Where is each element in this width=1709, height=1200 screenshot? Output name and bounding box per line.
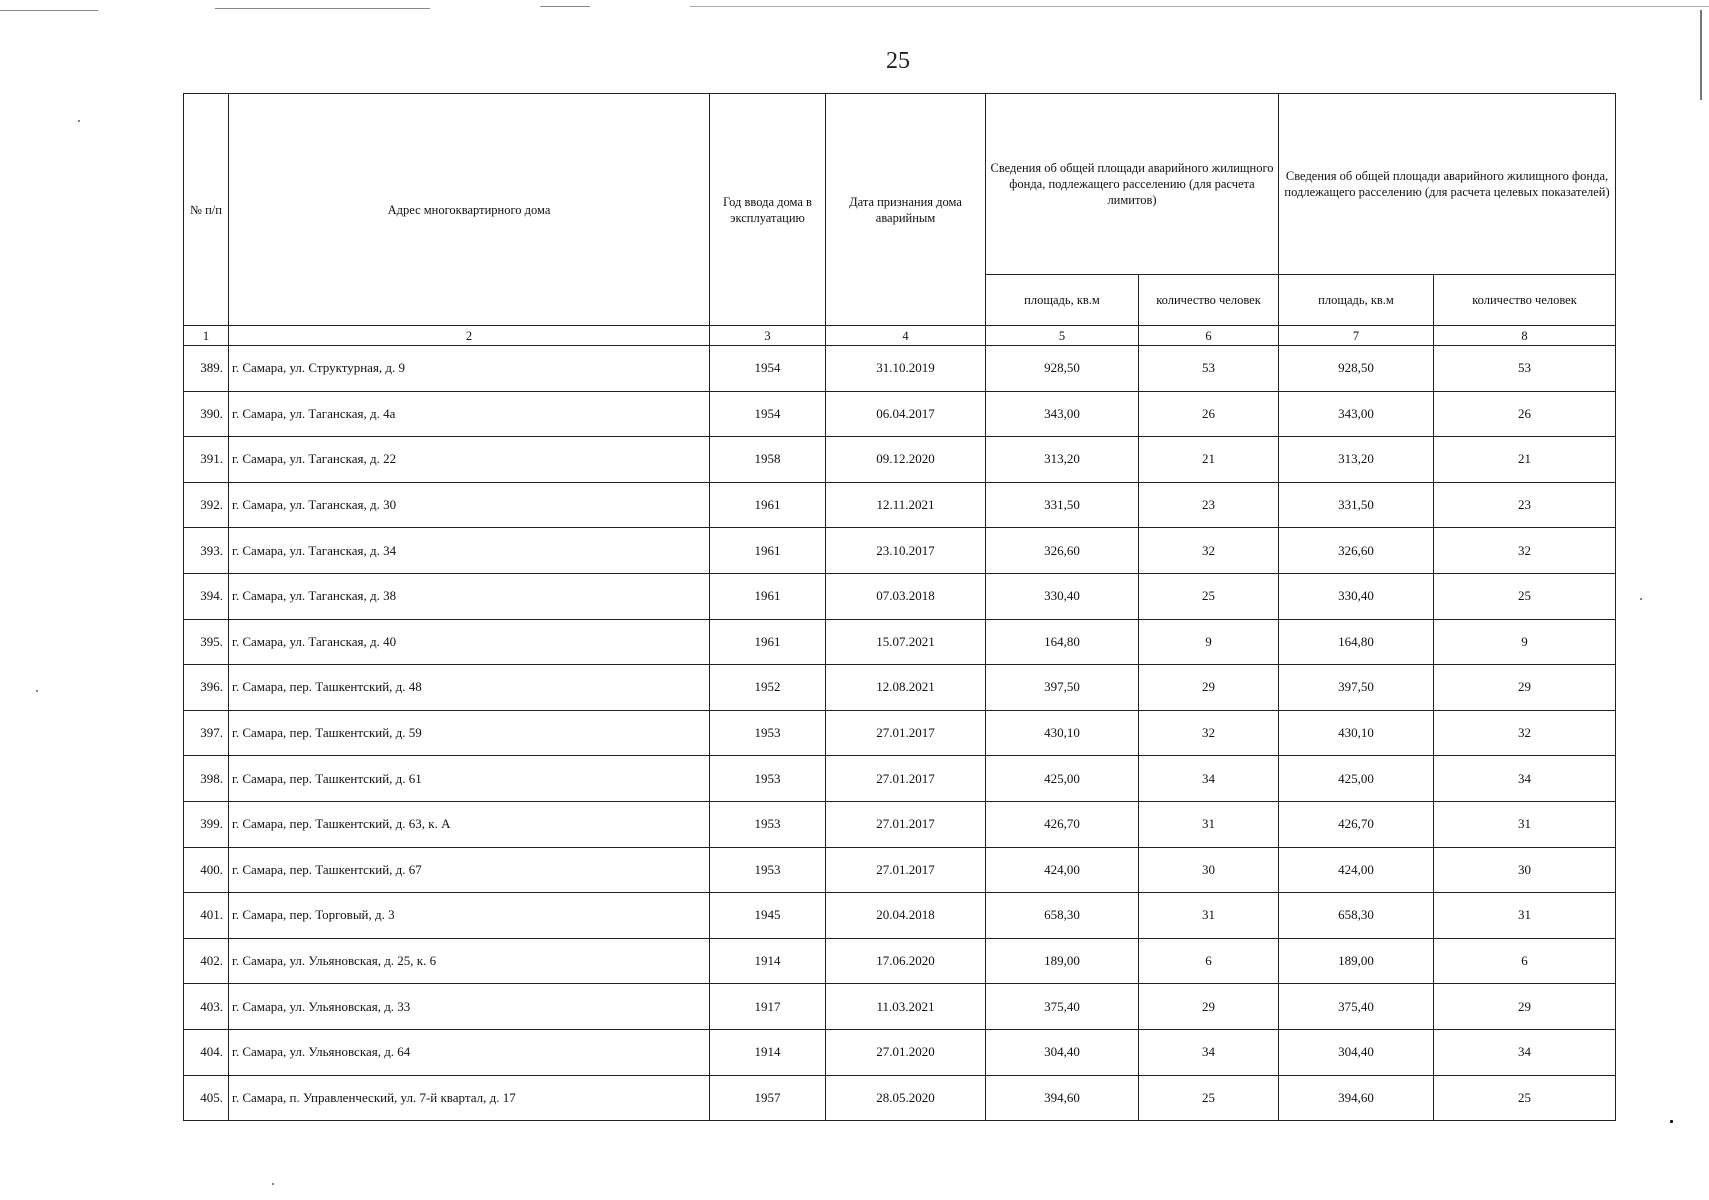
row-year: 1953 xyxy=(710,710,826,756)
row-area-targets: 326,60 xyxy=(1279,528,1434,574)
row-people-targets: 30 xyxy=(1434,847,1616,893)
row-people-limits: 34 xyxy=(1139,1029,1279,1075)
table-row xyxy=(184,1029,1616,1075)
row-people-targets: 31 xyxy=(1434,893,1616,939)
table-row xyxy=(184,1075,1616,1121)
row-date: 12.11.2021 xyxy=(826,482,986,528)
table-row xyxy=(184,619,1616,665)
row-date: 27.01.2017 xyxy=(826,756,986,802)
row-year: 1961 xyxy=(710,528,826,574)
header-date: Дата признания дома аварийным xyxy=(826,94,986,326)
row-year: 1958 xyxy=(710,437,826,483)
table-row xyxy=(184,482,1616,528)
row-index: 394. xyxy=(184,573,229,619)
table-row xyxy=(184,710,1616,756)
column-number: 5 xyxy=(986,326,1139,346)
row-people-targets: 29 xyxy=(1434,984,1616,1030)
row-area-limits: 928,50 xyxy=(986,346,1139,392)
row-people-limits: 26 xyxy=(1139,391,1279,437)
row-date: 07.03.2018 xyxy=(826,573,986,619)
row-area-limits: 430,10 xyxy=(986,710,1139,756)
row-area-targets: 425,00 xyxy=(1279,756,1434,802)
row-index: 391. xyxy=(184,437,229,483)
row-index: 397. xyxy=(184,710,229,756)
row-index: 396. xyxy=(184,665,229,711)
row-index: 393. xyxy=(184,528,229,574)
column-number: 2 xyxy=(229,326,710,346)
header-area-limits: площадь, кв.м xyxy=(986,275,1139,326)
row-area-limits: 394,60 xyxy=(986,1075,1139,1121)
row-people-targets: 9 xyxy=(1434,619,1616,665)
row-date: 27.01.2017 xyxy=(826,847,986,893)
row-people-targets: 23 xyxy=(1434,482,1616,528)
scan-speck xyxy=(36,690,38,692)
row-people-targets: 34 xyxy=(1434,756,1616,802)
row-people-limits: 32 xyxy=(1139,528,1279,574)
row-address: г. Самара, пер. Ташкентский, д. 48 xyxy=(229,665,710,711)
row-index: 404. xyxy=(184,1029,229,1075)
row-area-targets: 313,20 xyxy=(1279,437,1434,483)
row-people-targets: 32 xyxy=(1434,528,1616,574)
row-address: г. Самара, ул. Таганская, д. 30 xyxy=(229,482,710,528)
row-date: 09.12.2020 xyxy=(826,437,986,483)
scan-artifact-line xyxy=(0,10,98,11)
row-year: 1961 xyxy=(710,619,826,665)
row-address: г. Самара, ул. Таганская, д. 38 xyxy=(229,573,710,619)
scan-artifact-line xyxy=(690,6,1709,7)
row-area-limits: 313,20 xyxy=(986,437,1139,483)
row-area-targets: 375,40 xyxy=(1279,984,1434,1030)
row-area-limits: 331,50 xyxy=(986,482,1139,528)
table-row xyxy=(184,665,1616,711)
table-row xyxy=(184,938,1616,984)
table-row xyxy=(184,437,1616,483)
row-address: г. Самара, пер. Ташкентский, д. 63, к. А xyxy=(229,801,710,847)
table-row xyxy=(184,893,1616,939)
column-number: 7 xyxy=(1279,326,1434,346)
row-area-targets: 304,40 xyxy=(1279,1029,1434,1075)
column-number: 8 xyxy=(1434,326,1616,346)
scan-artifact-line xyxy=(215,8,430,9)
header-year: Год ввода дома в эксплуатацию xyxy=(710,94,826,326)
row-date: 15.07.2021 xyxy=(826,619,986,665)
table-body xyxy=(184,346,1616,1121)
row-area-limits: 189,00 xyxy=(986,938,1139,984)
row-area-limits: 425,00 xyxy=(986,756,1139,802)
row-index: 392. xyxy=(184,482,229,528)
row-address: г. Самара, пер. Торговый, д. 3 xyxy=(229,893,710,939)
row-year: 1952 xyxy=(710,665,826,711)
page-number: 25 xyxy=(886,48,910,74)
row-year: 1914 xyxy=(710,938,826,984)
header-number: № п/п xyxy=(184,94,229,326)
row-date: 17.06.2020 xyxy=(826,938,986,984)
row-area-targets: 330,40 xyxy=(1279,573,1434,619)
row-index: 390. xyxy=(184,391,229,437)
row-year: 1961 xyxy=(710,573,826,619)
row-date: 31.10.2019 xyxy=(826,346,986,392)
row-area-targets: 164,80 xyxy=(1279,619,1434,665)
row-people-targets: 26 xyxy=(1434,391,1616,437)
row-people-targets: 32 xyxy=(1434,710,1616,756)
table-row xyxy=(184,801,1616,847)
header-people-targets: количество человек xyxy=(1434,275,1616,326)
row-area-targets: 928,50 xyxy=(1279,346,1434,392)
row-people-limits: 25 xyxy=(1139,573,1279,619)
row-index: 402. xyxy=(184,938,229,984)
header-group-targets: Сведения об общей площади аварийного жилищного фонда, подлежащего расселению (для расчета целевых показателей) xyxy=(1279,94,1616,275)
row-year: 1954 xyxy=(710,346,826,392)
row-area-targets: 430,10 xyxy=(1279,710,1434,756)
row-date: 27.01.2017 xyxy=(826,710,986,756)
table-row xyxy=(184,847,1616,893)
row-date: 12.08.2021 xyxy=(826,665,986,711)
row-people-targets: 29 xyxy=(1434,665,1616,711)
row-address: г. Самара, ул. Ульяновская, д. 25, к. 6 xyxy=(229,938,710,984)
header-people-limits: количество человек xyxy=(1139,275,1279,326)
row-people-limits: 9 xyxy=(1139,619,1279,665)
row-address: г. Самара, ул. Ульяновская, д. 33 xyxy=(229,984,710,1030)
row-year: 1957 xyxy=(710,1075,826,1121)
column-number: 3 xyxy=(710,326,826,346)
row-people-limits: 23 xyxy=(1139,482,1279,528)
row-date: 27.01.2017 xyxy=(826,801,986,847)
row-date: 23.10.2017 xyxy=(826,528,986,574)
row-people-limits: 21 xyxy=(1139,437,1279,483)
column-number: 1 xyxy=(184,326,229,346)
row-area-targets: 394,60 xyxy=(1279,1075,1434,1121)
row-people-limits: 29 xyxy=(1139,984,1279,1030)
table-row xyxy=(184,984,1616,1030)
table-row xyxy=(184,346,1616,392)
scan-artifact-line xyxy=(540,6,590,7)
row-area-limits: 424,00 xyxy=(986,847,1139,893)
table-row xyxy=(184,528,1616,574)
row-people-targets: 31 xyxy=(1434,801,1616,847)
row-address: г. Самара, пер. Ташкентский, д. 59 xyxy=(229,710,710,756)
row-address: г. Самара, ул. Таганская, д. 40 xyxy=(229,619,710,665)
row-address: г. Самара, ул. Структурная, д. 9 xyxy=(229,346,710,392)
row-area-targets: 426,70 xyxy=(1279,801,1434,847)
column-number: 6 xyxy=(1139,326,1279,346)
emergency-housing-table xyxy=(183,93,1616,1121)
row-address: г. Самара, ул. Таганская, д. 34 xyxy=(229,528,710,574)
row-index: 395. xyxy=(184,619,229,665)
row-area-limits: 304,40 xyxy=(986,1029,1139,1075)
row-address: г. Самара, пер. Ташкентский, д. 67 xyxy=(229,847,710,893)
row-people-limits: 31 xyxy=(1139,801,1279,847)
row-area-targets: 343,00 xyxy=(1279,391,1434,437)
row-area-limits: 658,30 xyxy=(986,893,1139,939)
row-people-targets: 34 xyxy=(1434,1029,1616,1075)
row-index: 399. xyxy=(184,801,229,847)
table-row xyxy=(184,573,1616,619)
column-number: 4 xyxy=(826,326,986,346)
row-address: г. Самара, ул. Таганская, д. 22 xyxy=(229,437,710,483)
header-group-limits: Сведения об общей площади аварийного жилищного фонда, подлежащего расселению (для расчета лимитов) xyxy=(986,94,1279,275)
scan-speck xyxy=(1640,598,1642,600)
row-date: 20.04.2018 xyxy=(826,893,986,939)
row-address: г. Самара, ул. Ульяновская, д. 64 xyxy=(229,1029,710,1075)
row-people-limits: 53 xyxy=(1139,346,1279,392)
row-people-limits: 29 xyxy=(1139,665,1279,711)
row-year: 1953 xyxy=(710,847,826,893)
row-area-targets: 331,50 xyxy=(1279,482,1434,528)
row-people-targets: 6 xyxy=(1434,938,1616,984)
row-area-targets: 397,50 xyxy=(1279,665,1434,711)
row-area-limits: 343,00 xyxy=(986,391,1139,437)
scan-speck xyxy=(272,1183,274,1185)
row-address: г. Самара, ул. Таганская, д. 4а xyxy=(229,391,710,437)
row-index: 400. xyxy=(184,847,229,893)
row-area-limits: 326,60 xyxy=(986,528,1139,574)
row-year: 1953 xyxy=(710,756,826,802)
row-people-limits: 34 xyxy=(1139,756,1279,802)
row-area-targets: 189,00 xyxy=(1279,938,1434,984)
scan-speck xyxy=(78,120,80,122)
row-index: 389. xyxy=(184,346,229,392)
row-people-limits: 32 xyxy=(1139,710,1279,756)
row-people-targets: 21 xyxy=(1434,437,1616,483)
row-index: 401. xyxy=(184,893,229,939)
row-address: г. Самара, пер. Ташкентский, д. 61 xyxy=(229,756,710,802)
row-people-limits: 31 xyxy=(1139,893,1279,939)
row-area-limits: 330,40 xyxy=(986,573,1139,619)
header-address: Адрес многоквартирного дома xyxy=(229,94,710,326)
row-index: 403. xyxy=(184,984,229,1030)
header-area-targets: площадь, кв.м xyxy=(1279,275,1434,326)
row-year: 1961 xyxy=(710,482,826,528)
row-date: 28.05.2020 xyxy=(826,1075,986,1121)
row-area-targets: 658,30 xyxy=(1279,893,1434,939)
row-people-targets: 53 xyxy=(1434,346,1616,392)
row-year: 1917 xyxy=(710,984,826,1030)
row-date: 27.01.2020 xyxy=(826,1029,986,1075)
table-row xyxy=(184,756,1616,802)
row-people-targets: 25 xyxy=(1434,1075,1616,1121)
row-year: 1914 xyxy=(710,1029,826,1075)
row-people-limits: 30 xyxy=(1139,847,1279,893)
row-address: г. Самара, п. Управленческий, ул. 7-й квартал, д. 17 xyxy=(229,1075,710,1121)
row-area-limits: 164,80 xyxy=(986,619,1139,665)
table-row xyxy=(184,391,1616,437)
row-area-limits: 426,70 xyxy=(986,801,1139,847)
row-area-targets: 424,00 xyxy=(1279,847,1434,893)
row-index: 405. xyxy=(184,1075,229,1121)
row-year: 1954 xyxy=(710,391,826,437)
row-area-limits: 397,50 xyxy=(986,665,1139,711)
row-people-targets: 25 xyxy=(1434,573,1616,619)
row-year: 1945 xyxy=(710,893,826,939)
scan-speck xyxy=(1670,1120,1673,1123)
row-date: 06.04.2017 xyxy=(826,391,986,437)
row-date: 11.03.2021 xyxy=(826,984,986,1030)
row-people-limits: 25 xyxy=(1139,1075,1279,1121)
row-people-limits: 6 xyxy=(1139,938,1279,984)
row-index: 398. xyxy=(184,756,229,802)
row-year: 1953 xyxy=(710,801,826,847)
row-area-limits: 375,40 xyxy=(986,984,1139,1030)
